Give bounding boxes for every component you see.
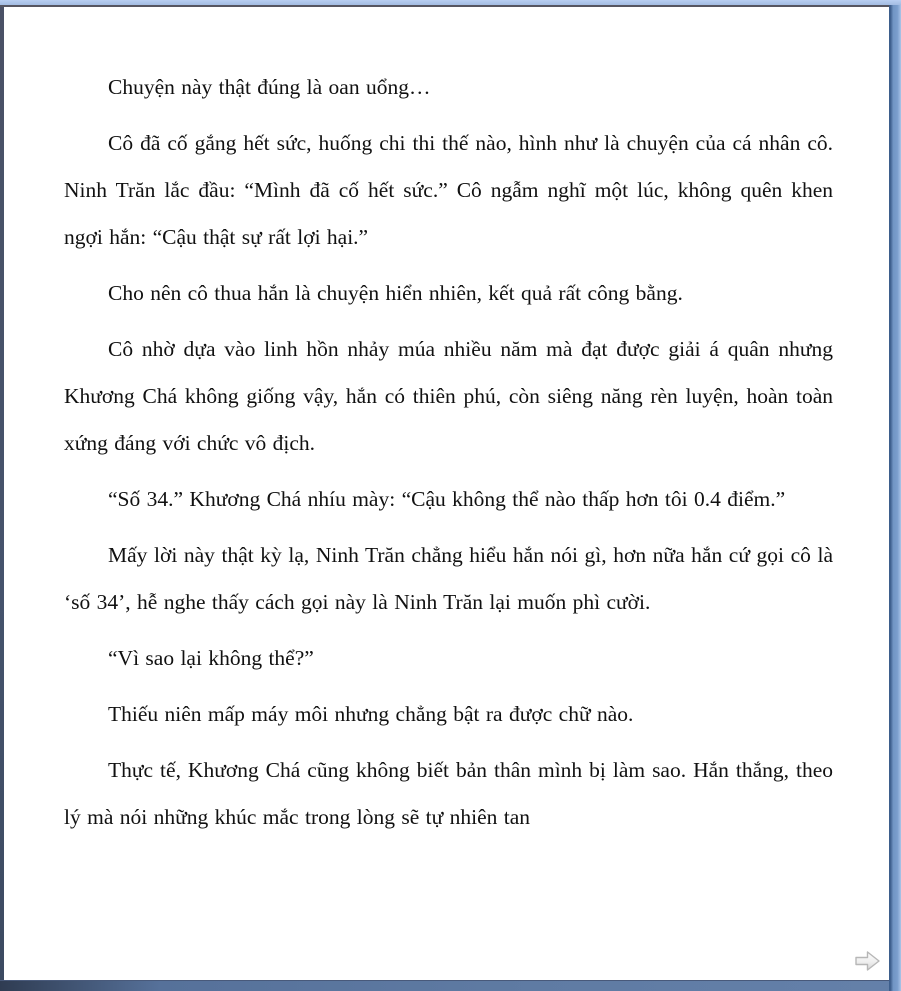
arrow-right-glyph — [853, 948, 883, 974]
paragraph: Chuyện này thật đúng là oan uổng… — [108, 75, 431, 99]
paragraph: Thực tế, Khương Chá cũng không biết bản thân mình bị làm sao. Hắn thắng, theo lý mà nói những khúc mắc trong lòng sẽ tự nhiên tan — [64, 758, 833, 829]
window-frame-top-line — [0, 5, 901, 7]
document-text — [64, 64, 833, 850]
paragraph: Cho nên cô thua hắn là chuyện hiển nhiên, kết quả rất công bằng. — [108, 281, 683, 305]
window-frame-right — [889, 5, 901, 991]
paragraph: Cô nhờ dựa vào linh hồn nhảy múa nhiều năm mà đạt được giải á quân nhưng Khương Chá không giống vậy, hắn có thiên phú, còn siêng năng rèn luyện, hoàn toàn xứng đáng với chức vô địch. — [64, 337, 833, 455]
next-page-arrow-icon[interactable] — [853, 948, 883, 974]
paragraph: Cô đã cố gắng hết sức, huống chi thi thế nào, hình như là chuyện của cá nhân cô. Ninh Trăn lắc đầu: “Mình đã cố hết sức.” Cô ngẫm nghĩ một lúc, không quên khen ngợi hắn: “Cậu thật sự rất lợi hại.” — [64, 131, 833, 249]
paragraph: Mấy lời này thật kỳ lạ, Ninh Trăn chẳng hiểu hắn nói gì, hơn nữa hắn cứ gọi cô là ‘số 34’, hễ nghe thấy cách gọi này là Ninh Trăn lại muốn phì cười. — [64, 543, 833, 614]
window-frame-bottom — [0, 980, 889, 991]
paragraph: “Số 34.” Khương Chá nhíu mày: “Cậu không thể nào thấp hơn tôi 0.4 điểm.” — [108, 487, 786, 511]
window-frame-left — [0, 7, 4, 991]
paragraph: Thiếu niên mấp máy môi nhưng chẳng bật ra được chữ nào. — [108, 702, 634, 726]
paragraph: “Vì sao lại không thể?” — [108, 646, 314, 670]
